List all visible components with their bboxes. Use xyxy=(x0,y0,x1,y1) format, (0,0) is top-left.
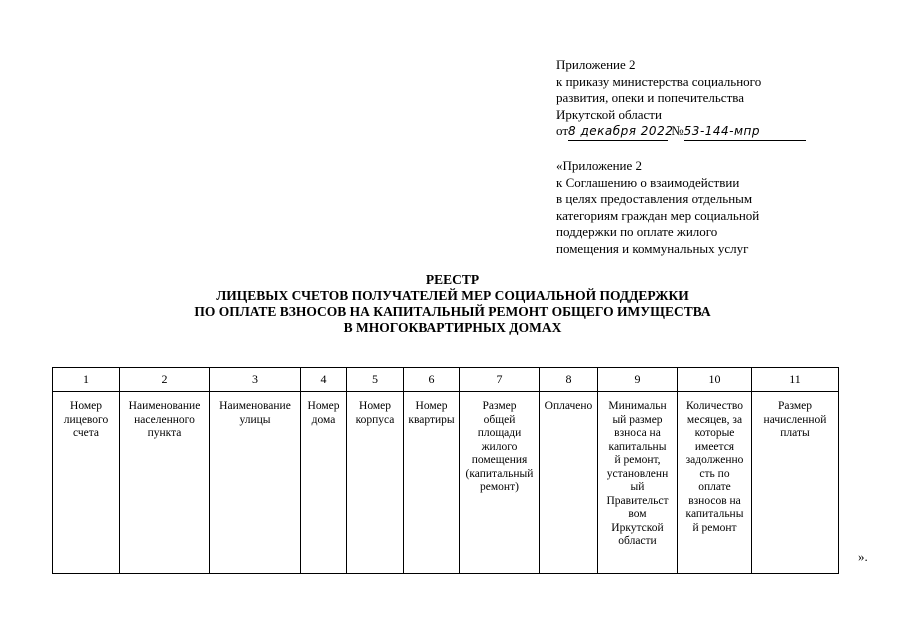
column-header-line: квартиры xyxy=(408,413,455,426)
column-number-cell: 5 xyxy=(347,368,404,392)
column-header-line: Наименование xyxy=(128,400,201,412)
column-header-line: Номер xyxy=(359,400,391,412)
column-header-line: Размер xyxy=(482,400,517,412)
column-header-line: счета xyxy=(72,427,100,439)
number-field xyxy=(684,123,806,141)
handwritten-number: 53-144-мпр xyxy=(683,124,761,138)
column-header-line: области xyxy=(618,535,657,547)
column-header-line: Иркутской xyxy=(611,521,664,534)
column-header-line: Размер xyxy=(777,400,812,412)
column-header-line: Правительст xyxy=(606,494,669,507)
column-header-line: взноса на xyxy=(614,427,661,439)
column-header-line: ый размер xyxy=(612,413,663,426)
column-header-line: Номер xyxy=(70,400,102,412)
column-header-line: помещения xyxy=(471,454,528,466)
column-header-line: населенного xyxy=(134,413,195,426)
order-annex-line: развития, опеки и попечительства xyxy=(556,90,744,105)
agreement-annex-line: к Соглашению о взаимодействии xyxy=(556,174,740,190)
column-header-line: Наименование xyxy=(219,400,291,412)
column-header-cell xyxy=(120,392,210,574)
agreement-annex-line: категориям граждан мер социальной xyxy=(556,207,760,223)
column-header-line: месяцев, за xyxy=(686,413,743,426)
agreement-annex-block xyxy=(556,158,759,257)
column-header-line: ремонт) xyxy=(480,481,519,493)
heading-line: ЛИЦЕВЫХ СЧЕТОВ ПОЛУЧАТЕЛЕЙ МЕР СОЦИАЛЬНОЙ ПОДДЕРЖКИ xyxy=(216,288,689,303)
column-number-cell: 1 xyxy=(53,368,120,392)
column-number-cell: 8 xyxy=(540,368,598,392)
column-header-cell xyxy=(347,392,404,574)
column-number-cell: 4 xyxy=(301,368,347,392)
column-header-line: ый xyxy=(630,481,645,493)
column-header-cell xyxy=(210,392,301,574)
column-header-line: имеется xyxy=(694,440,735,453)
column-number-cell: 7 xyxy=(460,368,540,392)
column-header-line: вом xyxy=(628,508,647,520)
column-header-cell xyxy=(678,392,752,574)
column-number-cell: 10 xyxy=(678,368,752,392)
column-header-line: взносов на xyxy=(688,494,741,507)
heading-title: РЕЕСТР xyxy=(425,272,480,287)
column-header-line: начисленной xyxy=(763,413,827,426)
number-prefix: № xyxy=(671,123,684,138)
registry-heading xyxy=(0,272,905,336)
agreement-annex-line: «Приложение 2 xyxy=(556,158,643,173)
column-header-line: капитальны xyxy=(685,508,744,520)
column-header-line: Номер xyxy=(415,400,448,412)
column-number-cell: 2 xyxy=(120,368,210,392)
column-header-line: общей xyxy=(483,413,516,426)
column-header-cell xyxy=(301,392,347,574)
column-header-line: которые xyxy=(694,427,735,439)
column-header-line: Количество xyxy=(686,400,743,412)
column-header-row xyxy=(53,392,839,574)
order-annex-line: к приказу министерства социального xyxy=(556,73,762,89)
order-annex-line: Приложение 2 xyxy=(556,57,636,72)
column-header-line: сть по xyxy=(699,467,730,480)
column-header-line: дома xyxy=(311,413,336,426)
agreement-annex-line: в целях предоставления отдельным xyxy=(556,191,753,206)
registry-table xyxy=(52,367,839,574)
column-header-line: оплате xyxy=(698,481,731,493)
column-number-cell: 9 xyxy=(598,368,678,392)
column-header-line: Оплачено xyxy=(544,400,593,412)
agreement-annex-line: поддержки по оплате жилого xyxy=(556,224,718,239)
heading-line: В МНОГОКВАРТИРНЫХ ДОМАХ xyxy=(343,320,562,335)
agreement-annex-line: помещения и коммунальных услуг xyxy=(556,240,749,256)
column-header-cell xyxy=(53,392,120,574)
order-annex-block xyxy=(556,57,806,141)
column-number-cell: 11 xyxy=(752,368,839,392)
column-header-line: установленн xyxy=(606,467,669,480)
column-number-cell: 3 xyxy=(210,368,301,392)
order-date-number-line xyxy=(556,123,806,141)
column-header-cell xyxy=(540,392,598,574)
date-prefix: от xyxy=(556,123,569,138)
order-annex-line: Иркутской области xyxy=(556,106,662,122)
column-header-line: Минимальн xyxy=(608,400,667,412)
column-header-line: капитальны xyxy=(608,440,667,453)
closing-quote: ». xyxy=(858,549,868,564)
column-header-line: лицевого xyxy=(63,413,109,426)
column-header-line: корпуса xyxy=(355,413,395,426)
column-header-line: й ремонт, xyxy=(614,454,661,466)
column-header-cell xyxy=(404,392,460,574)
column-header-line: (капитальный xyxy=(465,467,534,480)
column-number-row xyxy=(53,368,839,392)
column-header-line: площади xyxy=(477,427,522,439)
column-header-line: й ремонт xyxy=(692,521,737,534)
column-header-line: платы xyxy=(780,427,810,439)
column-header-line: задолженно xyxy=(685,454,744,466)
heading-line: ПО ОПЛАТЕ ВЗНОСОВ НА КАПИТАЛЬНЫЙ РЕМОНТ ОБЩЕГО ИМУЩЕСТВА xyxy=(194,304,711,319)
column-number-cell: 6 xyxy=(404,368,460,392)
column-header-line: улицы xyxy=(239,413,271,426)
date-field xyxy=(568,123,674,141)
column-header-line: пункта xyxy=(147,427,182,439)
handwritten-date: 8 декабря 2022 xyxy=(568,124,674,138)
column-header-cell xyxy=(460,392,540,574)
column-header-line: жилого xyxy=(481,440,518,453)
column-header-cell xyxy=(598,392,678,574)
column-header-cell xyxy=(752,392,839,574)
column-header-line: Номер xyxy=(307,400,340,412)
